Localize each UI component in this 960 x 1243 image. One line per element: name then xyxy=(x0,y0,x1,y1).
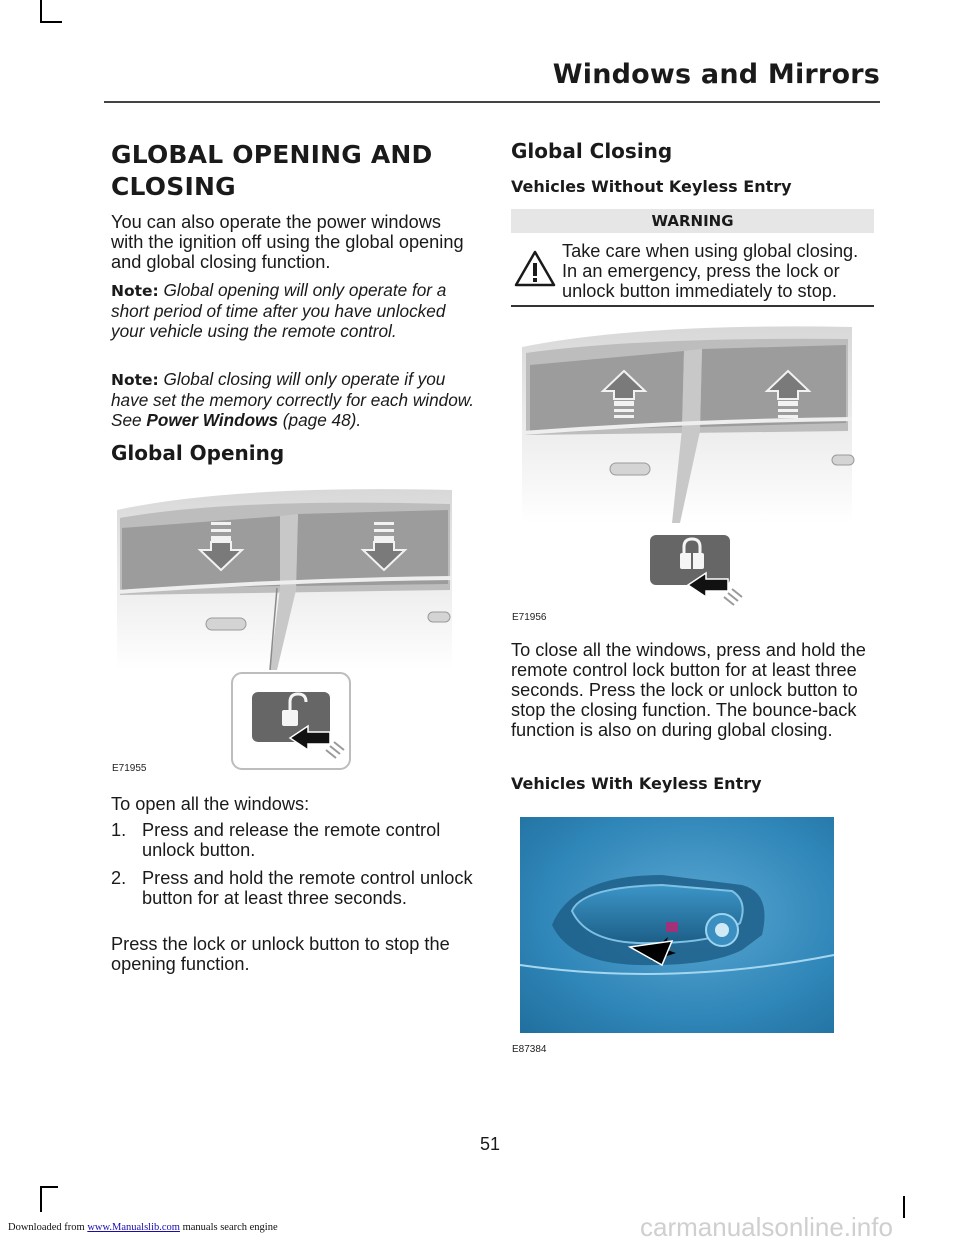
header-rule xyxy=(104,101,880,103)
section-title-line: CLOSING xyxy=(111,171,236,201)
figure-id: E71956 xyxy=(512,612,547,623)
note-2 xyxy=(111,369,477,430)
note-label: Note: xyxy=(111,371,159,389)
car-windows-open-illustration xyxy=(112,480,454,775)
list-item xyxy=(111,868,473,908)
warning-rule xyxy=(511,305,874,307)
figure-id: E71955 xyxy=(112,763,147,774)
global-opening-heading: Global Opening xyxy=(111,441,285,465)
crop-mark xyxy=(40,1186,42,1212)
note-text: Global opening will only operate for a short period of time after you have unlocked your vehicle using the remote control. xyxy=(111,280,447,341)
list-item-text: Press and release the remote control unlock button. xyxy=(142,820,441,860)
crop-mark xyxy=(40,0,42,22)
note-text: Global closing will only operate if you have set the memory correctly for each window. See xyxy=(111,369,475,430)
note-1 xyxy=(111,280,473,341)
open-intro: To open all the windows: xyxy=(111,794,310,814)
warning-text: Take care when using global closing. In an emergency, press the lock or unlock button immediately to stop. xyxy=(562,241,859,301)
figure-id: E87384 xyxy=(512,1044,547,1055)
crop-mark xyxy=(40,21,62,23)
door-handle-photo xyxy=(512,815,842,1057)
figure-global-closing xyxy=(512,323,862,627)
note-label: Note: xyxy=(111,282,159,300)
figure-keyless-handle xyxy=(512,815,842,1057)
open-steps-list xyxy=(111,820,473,908)
page-header-title: Windows and Mirrors xyxy=(552,59,880,90)
crop-mark xyxy=(40,1186,58,1188)
watermark: carmanualsonline.info xyxy=(640,1212,893,1242)
page-number: 51 xyxy=(479,1134,501,1154)
figure-global-opening xyxy=(112,480,454,775)
global-closing-heading: Global Closing xyxy=(511,139,673,163)
list-item-number: 1. xyxy=(111,820,127,840)
intro-paragraph: You can also operate the power windows with the ignition off using the global opening and global closing function. xyxy=(111,212,464,272)
list-item xyxy=(111,820,473,860)
warning-triangle-icon xyxy=(513,249,557,289)
crop-mark xyxy=(903,1196,905,1218)
list-item-number: 2. xyxy=(111,868,127,888)
section-title xyxy=(111,141,471,200)
car-windows-close-illustration xyxy=(512,323,862,627)
list-item-text: Press and hold the remote control unlock button for at least three seconds. xyxy=(142,868,473,908)
cross-reference-link[interactable]: Power Windows xyxy=(146,410,279,430)
close-paragraph: To close all the windows, press and hold the remote control lock button for at least three seconds. Press the lock or unlock button to stop the closing function. The bounce-back function is also on during global closing. xyxy=(511,640,866,740)
warning-title: WARNING xyxy=(511,209,874,233)
download-banner xyxy=(8,1222,278,1233)
without-keyless-heading: Vehicles Without Keyless Entry xyxy=(511,177,792,196)
download-suffix: manuals search engine xyxy=(182,1222,278,1233)
manualslib-link[interactable]: www.Manualslib.com xyxy=(87,1222,180,1233)
warning-box xyxy=(511,209,874,307)
download-prefix: Downloaded from xyxy=(8,1222,85,1233)
open-stop-paragraph: Press the lock or unlock button to stop the opening function. xyxy=(111,934,450,974)
section-title-line: GLOBAL OPENING AND xyxy=(111,140,433,169)
with-keyless-heading: Vehicles With Keyless Entry xyxy=(511,774,762,793)
page-reference: (page 48). xyxy=(282,410,362,430)
